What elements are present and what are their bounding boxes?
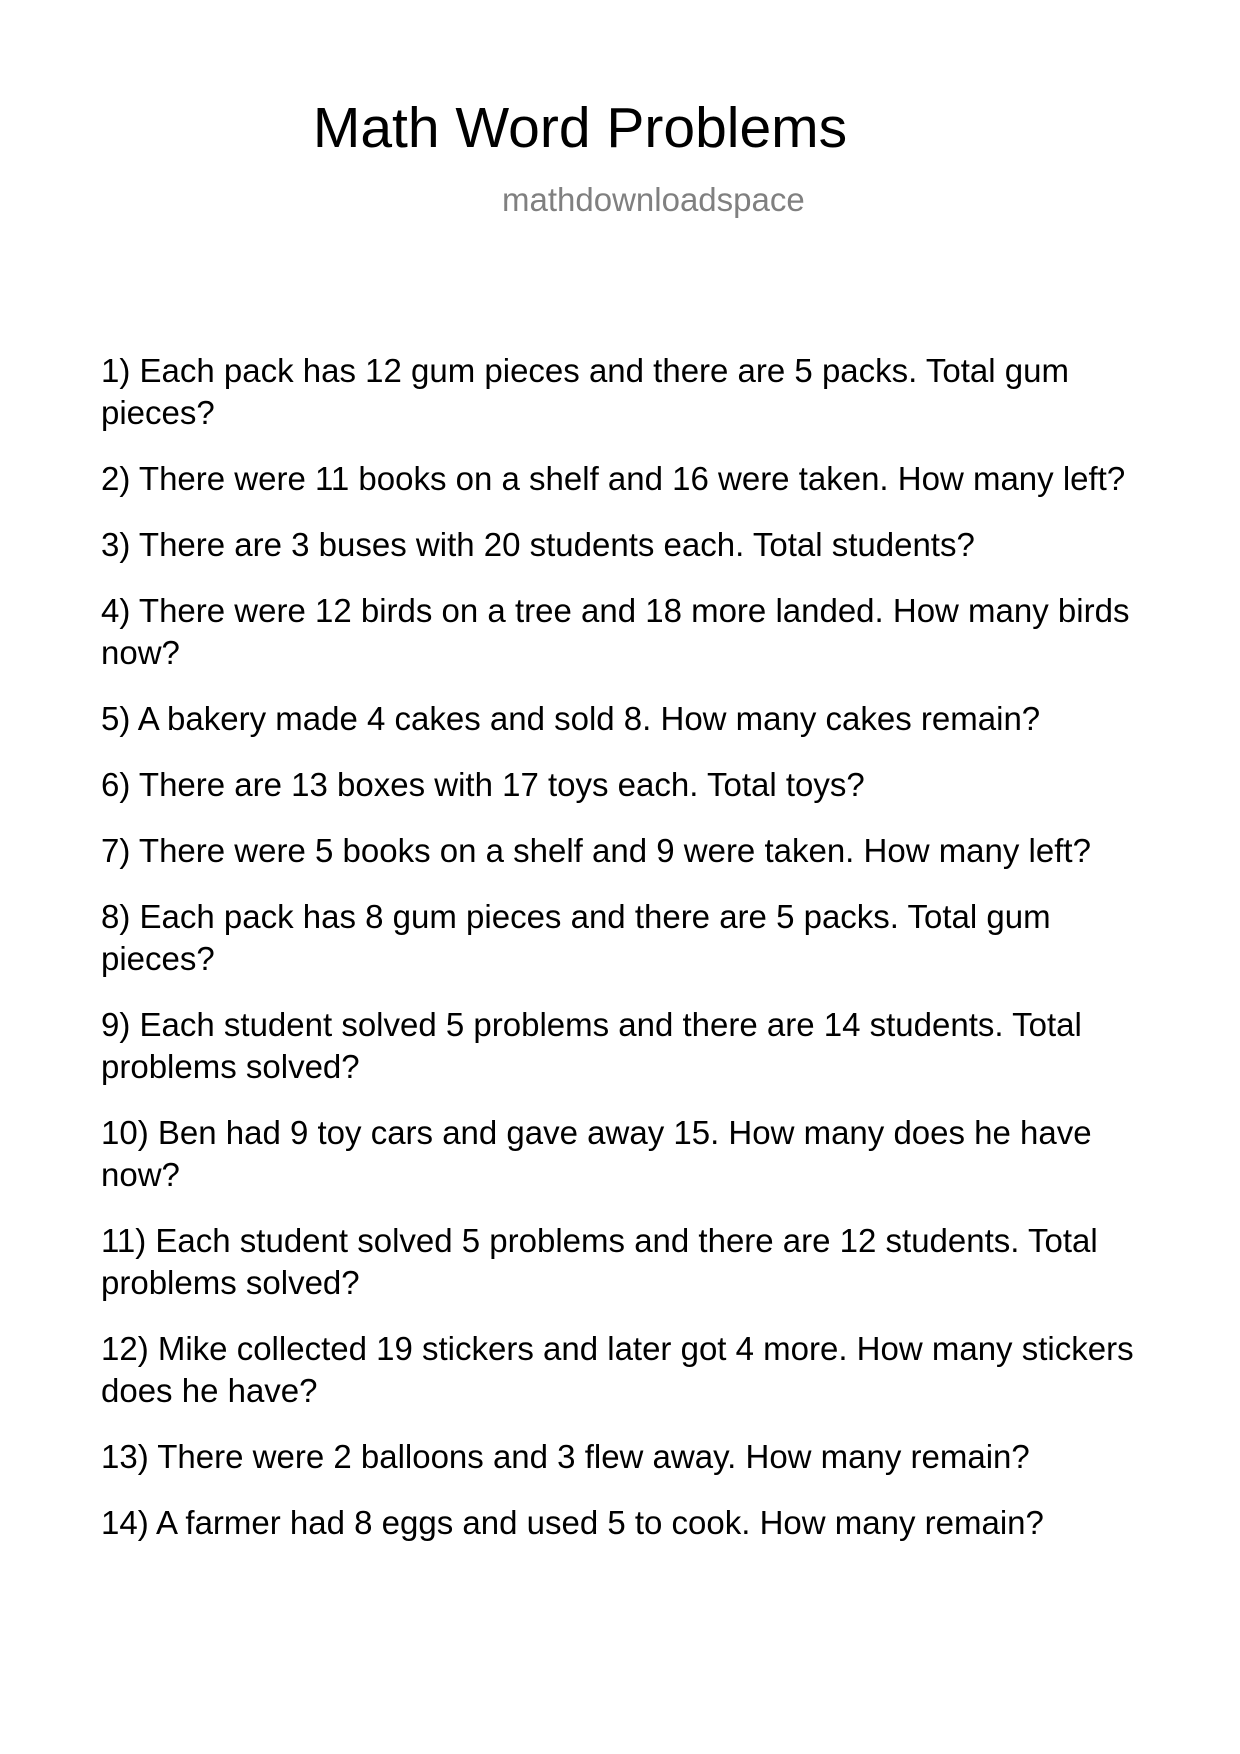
- problem-item-14: 14) A farmer had 8 eggs and used 5 to cook. How many remain?: [101, 1504, 1044, 1541]
- problem-item-10: 10) Ben had 9 toy cars and gave away 15. How many does he have now?: [101, 1114, 1092, 1193]
- problem-list: [101, 350, 1161, 1568]
- problem-item-1: 1) Each pack has 12 gum pieces and there are 5 packs. Total gum pieces?: [101, 352, 1069, 431]
- problem-item-5: 5) A bakery made 4 cakes and sold 8. How many cakes remain?: [101, 700, 1041, 737]
- problem-item-9: 9) Each student solved 5 problems and there are 14 students. Total problems solved?: [101, 1006, 1082, 1085]
- problem-item-3: 3) There are 3 buses with 20 students each. Total students?: [101, 526, 975, 563]
- problem-item-11: 11) Each student solved 5 problems and there are 12 students. Total problems solved?: [101, 1222, 1098, 1301]
- problem-item-8: 8) Each pack has 8 gum pieces and there are 5 packs. Total gum pieces?: [101, 898, 1051, 977]
- problem-item-2: 2) There were 11 books on a shelf and 16 were taken. How many left?: [101, 460, 1126, 497]
- problem-item-12: 12) Mike collected 19 stickers and later got 4 more. How many stickers does he have?: [101, 1330, 1134, 1409]
- problem-item-6: 6) There are 13 boxes with 17 toys each. Total toys?: [101, 766, 865, 803]
- problem-item-13: 13) There were 2 balloons and 3 flew away. How many remain?: [101, 1438, 1030, 1475]
- page-subtitle: mathdownloadspace: [502, 181, 805, 218]
- problem-item-7: 7) There were 5 books on a shelf and 9 were taken. How many left?: [101, 832, 1091, 869]
- page-title: Math Word Problems: [312, 96, 848, 160]
- problem-item-4: 4) There were 12 birds on a tree and 18 more landed. How many birds now?: [101, 592, 1130, 671]
